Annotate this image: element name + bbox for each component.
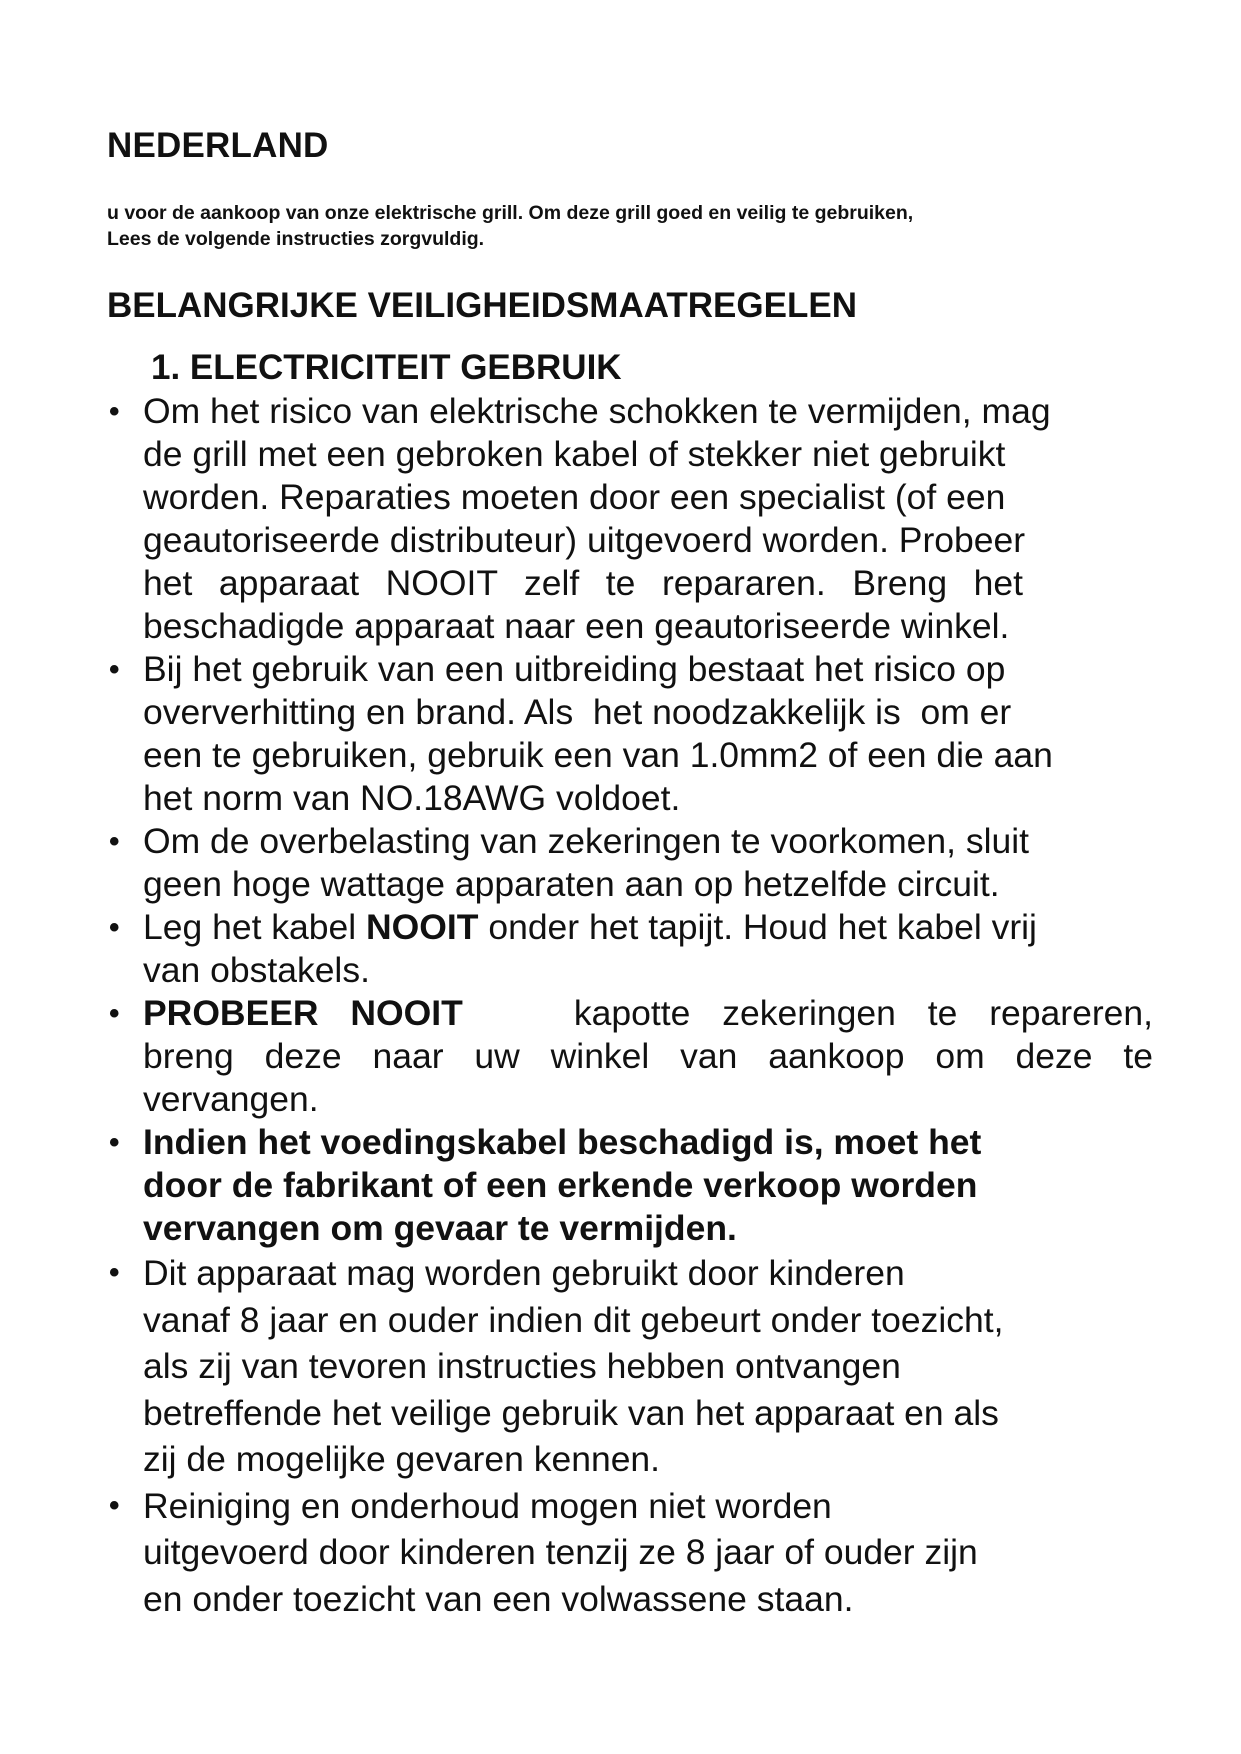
emphasis-word: PROBEER NOOIT — [143, 993, 463, 1033]
item-line: en onder toezicht van een volwassene staan. — [143, 1578, 854, 1619]
list-item — [107, 1250, 1167, 1483]
item-line: beschadigde apparaat naar een geautoriseerde winkel. — [143, 606, 1010, 646]
emphasis-text — [143, 992, 463, 1035]
item-text: kapotte zekeringen te repareren, — [573, 993, 1153, 1033]
item-line: een te gebruiken, gebruik een van 1.0mm2 of een die aan — [143, 735, 1053, 775]
item-line: oververhitting en brand. Als het noodzakkelijk is om er — [143, 692, 1012, 732]
bullet-icon: • — [109, 825, 120, 858]
bullet-icon: • — [109, 395, 120, 428]
list-item — [107, 820, 1167, 906]
item-line: geautoriseerde distributeur) uitgevoerd worden. Probeer — [143, 520, 1026, 560]
item-line: Indien het voedingskabel beschadigd is, moet het — [143, 1122, 982, 1162]
item-line: betreffende het veilige gebruik van het apparaat en als — [143, 1392, 999, 1433]
item-line: vervangen. — [143, 1079, 319, 1119]
safety-bullet-list — [107, 390, 1167, 1622]
item-line: Om het risico van elektrische schokken te vermijden, mag — [143, 391, 1051, 431]
list-item — [107, 1483, 1167, 1623]
item-line — [143, 992, 1153, 1035]
item-line: breng deze naar uw winkel van aankoop om deze te — [143, 1036, 1153, 1076]
item-line: zij de mogelijke gevaren kennen. — [143, 1439, 661, 1479]
list-item — [107, 390, 1167, 648]
intro-line: u voor de aankoop van onze elektrische grill. Om deze grill goed en veilig te gebruiken, — [107, 202, 914, 224]
item-line: van obstakels. — [143, 950, 370, 990]
item-line: worden. Reparaties moeten door een specialist (of een — [143, 477, 1006, 517]
item-line: als zij van tevoren instructies hebben ontvangen — [143, 1346, 901, 1386]
item-line: Om de overbelasting van zekeringen te voorkomen, sluit — [143, 821, 1029, 861]
bullet-icon: • — [109, 1256, 120, 1289]
bullet-icon: • — [109, 653, 120, 686]
item-line: vanaf 8 jaar en ouder indien dit gebeurt onder toezicht, — [143, 1299, 1004, 1340]
intro-paragraph — [107, 200, 1107, 252]
item-text: Leg het kabel — [143, 907, 367, 947]
bullet-icon: • — [109, 997, 120, 1030]
list-item — [107, 648, 1167, 820]
item-line: Reiniging en onderhoud mogen niet worden — [143, 1485, 832, 1526]
item-line: de grill met een gebroken kabel of stekker niet gebruikt — [143, 434, 1006, 474]
item-line: Dit apparaat mag worden gebruikt door kinderen — [143, 1253, 905, 1293]
emphasis-text: NOOIT — [366, 907, 479, 947]
bullet-icon: • — [109, 1488, 120, 1522]
item-line: uitgevoerd door kinderen tenzij ze 8 jaar of ouder zijn — [143, 1532, 978, 1572]
item-line — [143, 906, 1167, 949]
bullet-icon: • — [109, 1126, 120, 1159]
list-item — [107, 1121, 1167, 1250]
item-line: vervangen om gevaar te vermijden. — [143, 1208, 737, 1248]
item-line: Bij het gebruik van een uitbreiding bestaat het risico op — [143, 649, 1006, 689]
item-line: geen hoge wattage apparaten aan op hetzelfde circuit. — [143, 864, 1000, 904]
item-line: het apparaat NOOIT zelf te repararen. Breng het — [143, 563, 1023, 603]
language-heading: NEDERLAND — [107, 126, 329, 165]
intro-line: Lees de volgende instructies zorgvuldig. — [107, 228, 485, 250]
item-line: door de fabrikant of een erkende verkoop worden — [143, 1165, 978, 1205]
list-item — [107, 992, 1167, 1121]
item-line: het norm van NO.18AWG voldoet. — [143, 778, 681, 818]
list-item — [107, 906, 1167, 992]
item-text: onder het tapijt. Houd het kabel vrij — [478, 907, 1037, 947]
electricity-subtitle: 1. ELECTRICITEIT GEBRUIK — [151, 348, 622, 387]
safety-title: BELANGRIJKE VEILIGHEIDSMAATREGELEN — [107, 286, 857, 325]
bullet-icon: • — [109, 911, 120, 944]
